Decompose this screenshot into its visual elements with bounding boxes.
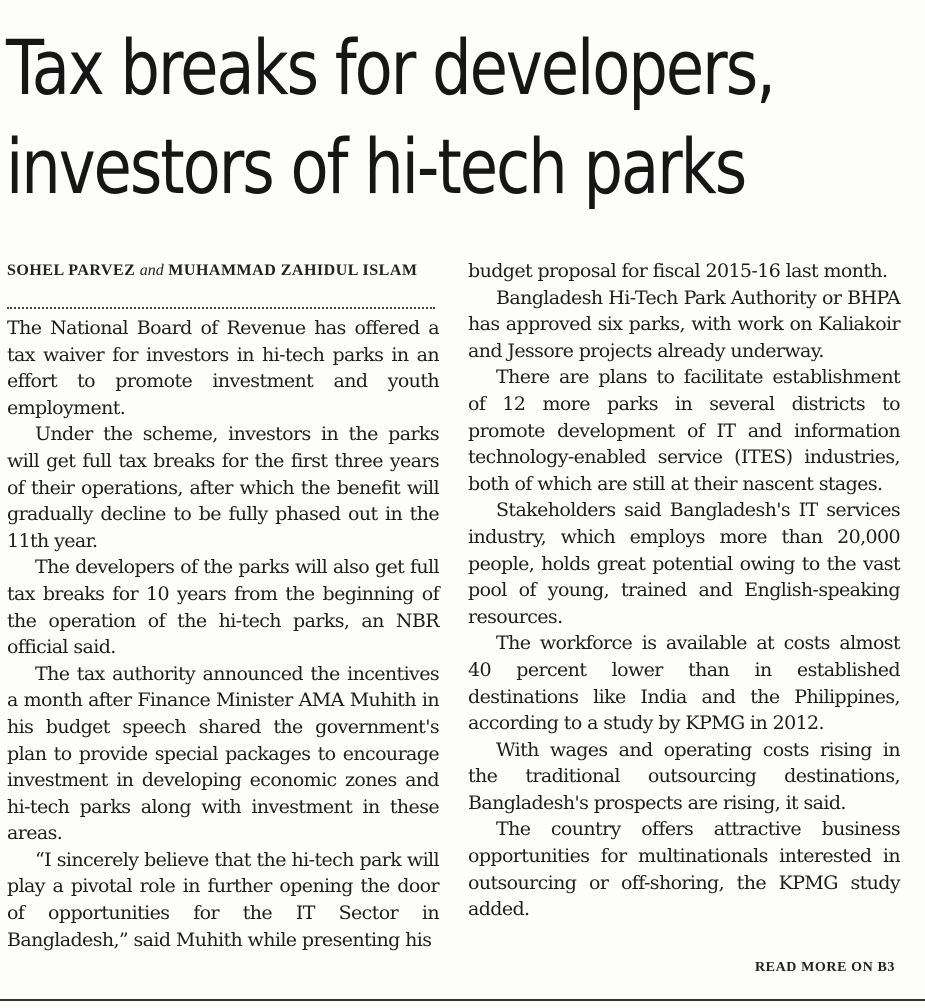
- paragraph: There are plans to facilitate establishment of 12 more parks in several districts to promote development of IT and information technology-enabled service (ITES) industries, both of which are still at their nascent stages.: [468, 366, 900, 495]
- byline-author-1: SOHEL PARVEZ: [7, 262, 136, 279]
- headline-line-1: Tax breaks for developers,: [6, 23, 774, 112]
- byline-author-2: MUHAMMAD ZAHIDUL ISLAM: [168, 262, 418, 279]
- paragraph: Under the scheme, investors in the parks will get full tax breaks for the first three years of their operations, after which the benefit will gradually decline to be fully phased out in the 11th year.: [7, 423, 439, 552]
- paragraph: The country offers attractive business opportunities for multinationals interested in outsourcing or off-shoring, the KPMG study added.: [468, 818, 900, 921]
- paragraph: The National Board of Revenue has offered a tax waiver for investors in hi-tech parks in an effort to promote investment and youth employment.: [7, 317, 439, 419]
- paragraph: The developers of the parks will also get full tax breaks for 10 years from the beginning of the operation of the hi-tech parks, an NBR official said.: [7, 556, 439, 659]
- headline-line-2: investors of hi-tech parks: [6, 122, 746, 211]
- byline-dotted-divider: [7, 307, 435, 309]
- paragraph: The tax authority announced the incentives a month after Finance Minister AMA Muhith in his budget speech shared the government's plan to provide special packages to encourage investment in developing economic zones and hi-tech parks along with investment in these areas.: [7, 662, 439, 845]
- right-column: [468, 258, 900, 923]
- paragraph: Stakeholders said Bangladesh's IT services industry, which employs more than 20,000 people, holds great potential owing to the vast pool of young, trained and English-speaking resources.: [468, 499, 900, 628]
- bottom-divider: [0, 999, 925, 1001]
- paragraph: “I sincerely believe that the hi-tech park will play a pivotal role in further opening the door of opportunities for the IT Sector in Bangladesh,” said Muhith while presenting his: [7, 848, 439, 951]
- paragraph: With wages and operating costs rising in the traditional outsourcing destinations, Bangladesh's prospects are rising, it said.: [468, 738, 900, 814]
- paragraph: The workforce is available at costs almost 40 percent lower than in established destinations like India and the Philippines, according to a study by KPMG in 2012.: [468, 632, 900, 735]
- paragraph-continued: budget proposal for fiscal 2015-16 last month.: [468, 260, 888, 282]
- read-more-jump: READ MORE ON B3: [754, 960, 895, 975]
- byline: [7, 258, 439, 283]
- headline: [6, 18, 774, 216]
- paragraph: Bangladesh Hi-Tech Park Authority or BHPA has approved six parks, with work on Kaliakoir and Jessore projects already underway.: [468, 286, 900, 362]
- byline-conjunction: and: [139, 262, 164, 279]
- left-column: [7, 258, 439, 953]
